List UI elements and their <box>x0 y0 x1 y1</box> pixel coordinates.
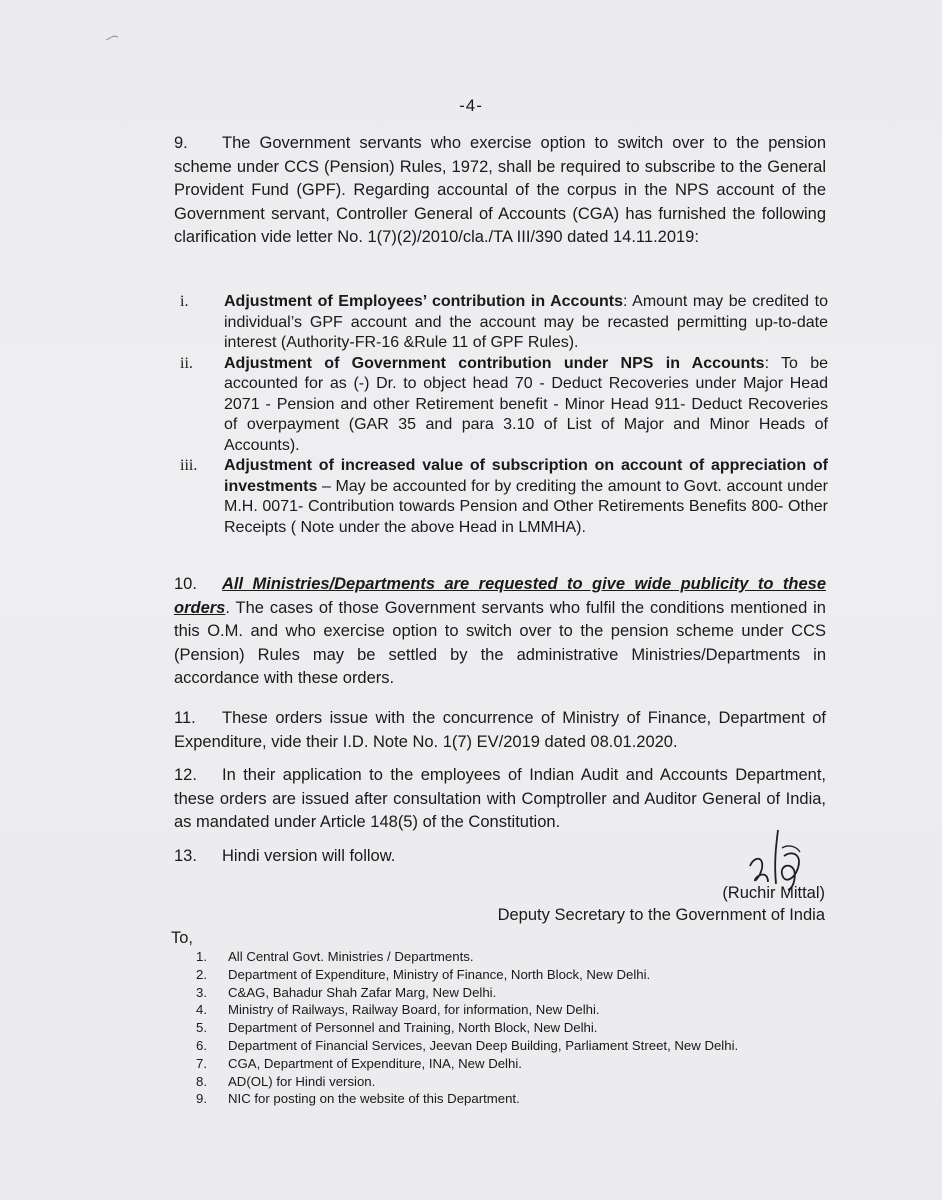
list-item <box>196 966 836 984</box>
to-label: To, <box>171 929 194 947</box>
item-text: C&AG, Bahadur Shah Zafar Marg, New Delhi. <box>228 984 497 1000</box>
paragraph-text: In their application to the employees of Indian Audit and Accounts Department, these orders are issued after consultation with Comptroller and Auditor General of India, as mandated under Article 148(5) of the Constitution. <box>174 766 826 831</box>
item-heading: Adjustment of increased value of subscription on account of appreciation of investments <box>224 457 828 495</box>
list-item <box>196 1001 836 1019</box>
item-number: 8. <box>196 1073 207 1089</box>
list-item <box>196 1073 836 1091</box>
paragraph-12 <box>174 764 826 835</box>
handwritten-signature <box>738 826 814 892</box>
item-text: : Amount may be credited to individual’s GPF account and the account may be recasted permitting up-to-date interest (Authority-FR-16 &Rule 11 of GPF Rules). <box>224 293 828 351</box>
paragraph-number: 13. <box>174 847 197 865</box>
item-numeral: iii. <box>180 457 198 474</box>
item-number: 4. <box>196 1002 207 1018</box>
paragraph-number: 10. <box>174 575 197 593</box>
paragraph-text: These orders issue with the concurrence of Ministry of Finance, Department of Expenditure, vide their I.D. Note No. 1(7) EV/2019 dated 08.01.2020. <box>174 709 826 751</box>
item-text: CGA, Department of Expenditure, INA, New Delhi. <box>228 1055 522 1071</box>
paragraph-text: . The cases of those Government servants who fulfil the conditions mentioned in this O.M. and who exercise option to switch over to the pension scheme under CCS (Pension) Rules may be settled by the administrative Ministries/Departments in accordance with these orders. <box>174 598 826 687</box>
item-number: 7. <box>196 1055 207 1071</box>
item-text: Department of Financial Services, Jeevan Deep Building, Parliament Street, New Delhi. <box>228 1037 739 1053</box>
item-text: Ministry of Railways, Railway Board, for information, New Delhi. <box>228 1002 600 1018</box>
item-text: NIC for posting on the website of this Department. <box>228 1091 520 1107</box>
paragraph-number: 11. <box>174 709 196 727</box>
paragraph-text: The Government servants who exercise option to switch over to the pension scheme under CCS (Pension) Rules, 1972, shall be required to subscribe to the General Provident Fund (GPF). Regarding accountal of the corpus in the NPS account of the Government servant, Controller General of Accounts (CGA) has furnished the following clarification vide letter No. 1(7)(2)/2010/cla./TA III/390 dated 14.11.2019: <box>174 134 826 246</box>
list-item <box>196 1090 836 1108</box>
item-text: AD(OL) for Hindi version. <box>228 1073 376 1089</box>
item-numeral: i. <box>180 293 189 310</box>
emphasis-text: All Ministries/Departments are requested to give wide publicity to these orders <box>174 575 826 617</box>
signatory-title: Deputy Secretary to the Government of India <box>497 906 825 924</box>
list-item <box>196 1019 836 1037</box>
clarification-list <box>180 292 828 538</box>
signatory-name: (Ruchir Mittal) <box>722 884 825 902</box>
list-item <box>180 292 828 354</box>
item-numeral: ii. <box>180 354 193 372</box>
item-text: – May be accounted for by crediting the amount to Govt. account under M.H. 0071- Contribution towards Pension and Other Retirements Benefits 800- Other Receipts ( Note under the above Head in LMMHA). <box>224 477 828 536</box>
item-text: All Central Govt. Ministries / Departments. <box>228 949 474 964</box>
paragraph-11 <box>174 707 826 754</box>
item-number: 1. <box>196 949 207 964</box>
item-number: 3. <box>196 984 207 1000</box>
item-text: Department of Personnel and Training, North Block, New Delhi. <box>228 1020 598 1036</box>
list-item <box>180 456 828 538</box>
item-number: 2. <box>196 966 207 982</box>
paragraph-13 <box>174 845 826 869</box>
scan-speck <box>104 28 124 48</box>
item-heading: Adjustment of Employees’ contribution in Accounts <box>224 293 623 310</box>
paragraph-9 <box>174 132 826 250</box>
list-item <box>196 984 836 1002</box>
paragraph-number: 9. <box>174 134 188 152</box>
item-number: 6. <box>196 1037 207 1053</box>
list-item <box>196 948 836 966</box>
paragraph-10 <box>174 573 826 691</box>
page-number: -4- <box>459 96 483 115</box>
item-number: 5. <box>196 1020 207 1036</box>
list-item <box>180 354 828 457</box>
list-item <box>196 1055 836 1073</box>
paragraph-number: 12. <box>174 766 197 784</box>
distribution-list <box>196 948 836 1108</box>
list-item <box>196 1037 836 1055</box>
item-heading: Adjustment of Government contribution under NPS in Accounts <box>224 354 765 372</box>
item-number: 9. <box>196 1091 207 1107</box>
paragraph-text: Hindi version will follow. <box>222 847 396 865</box>
item-text: : To be accounted for as (-) Dr. to object head 70 - Deduct Recoveries under Major Head 2071 - Pension and other Retirement benefit - Minor Head 911- Deduct Recoveries of overpayment (GAR 35 and para 3.10 of List of Major and Minor Heads of Accounts). <box>224 354 828 454</box>
item-text: Department of Expenditure, Ministry of Finance, North Block, New Delhi. <box>228 966 651 982</box>
